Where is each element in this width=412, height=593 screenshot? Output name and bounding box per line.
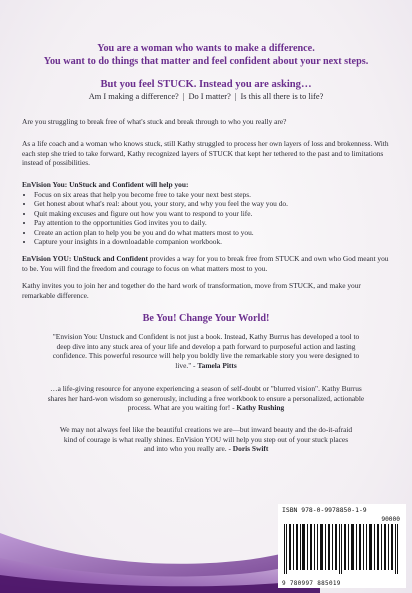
paragraph-struggle: Are you struggling to break free of what's stuck and break through to who you really are? xyxy=(22,117,287,126)
list-item: • Create an action plan to help you be you and do what matters most to you. xyxy=(34,228,404,237)
intro-line-1: You are a woman who wants to make a difference. xyxy=(97,43,315,54)
testimonial-text: …a life-giving resource for anyone experiencing a season of self-doubt or "blurred vision". Kathy Burrus shares her hard-won wisdom so generously, including a free workbook to ensure a personalized, actionable process. What are you waiting for! - xyxy=(47,384,365,413)
question-3: Is this all there is to life? xyxy=(240,92,324,101)
question-separator: | xyxy=(234,92,237,101)
book-description-text: provides a way for you to break free from STUCK and own who God meant you to be. You will find the freedom and courage to focus on what matters most to you. xyxy=(22,254,389,273)
list-item: • Pay attention to the opportunities God invites you to daily. xyxy=(34,218,404,227)
intro-line-2: You want to do things that matter and feel confident about your next steps. xyxy=(43,56,369,67)
question-separator: | xyxy=(182,92,185,101)
book-title-inline: EnVision YOU: UnStuck and Confident xyxy=(22,254,148,263)
paragraph-book-description xyxy=(22,254,392,273)
stuck-heading: But you feel STUCK. Instead you are asking… xyxy=(100,79,312,90)
paragraph-life-coach: As a life coach and a woman who knows stuck, still Kathy struggled to process her own layers of loss and brokenness. With each step she tried to take forward, Kathy recognized layers of STUCK that kept her tethered to the past and to limitations instead of possibilities. xyxy=(22,139,389,168)
testimonial xyxy=(46,332,366,370)
list-item: • Quit making excuses and figure out how you want to respond to your life. xyxy=(34,209,404,218)
price-code: 90000 xyxy=(381,516,400,523)
question-2: Do I matter? xyxy=(188,92,231,101)
testimonial-author: Tamela Pitts xyxy=(197,360,237,370)
testimonial xyxy=(58,425,354,454)
help-heading: EnVision You: UnStuck and Confident will help you: xyxy=(22,180,189,189)
testimonial-text: "Envision You: Unstuck and Confident is not just a book. Instead, Kathy Burrus has developed a tool to deep dive into any stuck area of your life and develop a path forward to purposeful action and lasting confidence. This powerful resource will help you boldly live the remarkable story you were designed to live." - xyxy=(52,332,360,370)
list-item: • Capture your insights in a downloadable companion workbook. xyxy=(34,237,404,246)
call-to-action: Be You! Change Your World! xyxy=(142,313,270,324)
isbn-text: ISBN 978-0-9978850-1-9 xyxy=(282,506,367,514)
testimonial-author: Doris Swift xyxy=(232,444,269,454)
testimonial-text: We may not always feel like the beautiful creations we are—but inward beauty and the do-it-afraid kind of courage is what really shines. EnVision YOU will help you step out of your stuck places and into who you really are. - xyxy=(59,425,353,454)
paragraph-invitation: Kathy invites you to join her and together do the hard work of transformation, move from STUCK, and make your remarkable difference. xyxy=(22,281,361,300)
list-item: • Focus on six areas that help you become free to take your next best steps. xyxy=(34,190,404,199)
barcode-digits: 9 780997 885019 xyxy=(282,580,341,587)
testimonial-author: Kathy Rushing xyxy=(236,403,285,413)
barcode-bars xyxy=(282,524,402,580)
questions-line xyxy=(20,91,392,102)
question-1: Am I making a difference? xyxy=(88,92,179,101)
list-item: • Get honest about what's real: about you, your story, and why you feel the way you do. xyxy=(34,199,404,208)
isbn-barcode xyxy=(278,504,406,588)
intro-heading xyxy=(20,42,392,68)
testimonial xyxy=(46,384,366,413)
help-list xyxy=(22,190,404,246)
